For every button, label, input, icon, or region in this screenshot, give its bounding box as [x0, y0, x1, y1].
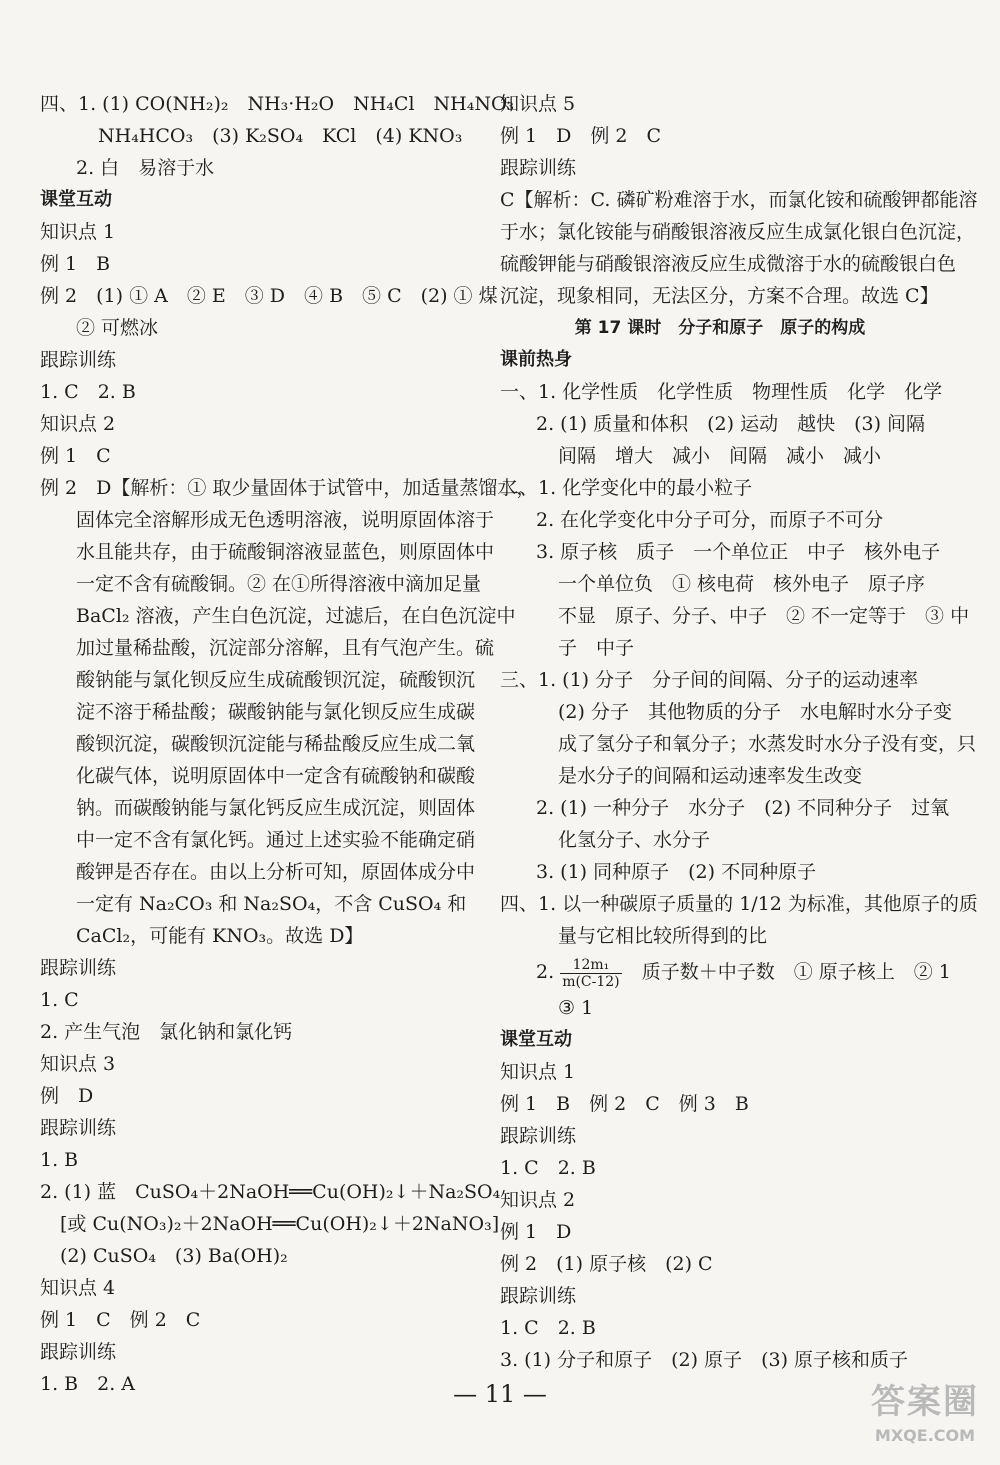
explanation-line: 沉淀，现象相同，无法区分，方案不合理。故选 C】	[500, 285, 939, 307]
answer-line: 例 2 D【解析：① 取少量固体于试管中，加适量蒸馏水，	[40, 477, 536, 499]
explanation-line: 钠。而碳酸钠能与氯化钙反应生成沉淀，则固体	[76, 797, 476, 819]
answer-line: 1. C 2. B	[500, 1317, 596, 1339]
lesson-title: 第 17 课时 分子和原子 原子的构成	[574, 318, 866, 338]
watermark-url: MXQE.COM	[874, 1426, 976, 1445]
right-column	[500, 88, 978, 1376]
section-heading: 课前热身	[500, 349, 572, 370]
section-heading: 课堂互动	[40, 189, 112, 210]
knowledge-point-label: 知识点 2	[500, 1189, 576, 1211]
answer-line: 成了氢分子和氧分子；水蒸发时水分子没有变，只	[558, 733, 977, 755]
practice-heading: 跟踪训练	[40, 1117, 117, 1139]
answer-line: 二、1. 化学变化中的最小粒子	[500, 477, 753, 499]
knowledge-point-label: 知识点 4	[40, 1277, 116, 1299]
answer-text: 质子数＋中子数 ① 原子核上 ② 1	[641, 961, 951, 983]
answer-line: 例 1 C 例 2 C	[40, 1309, 201, 1331]
answer-line: 3. (1) 分子和原子 (2) 原子 (3) 原子核和质子	[500, 1349, 909, 1371]
answer-line: 2. 产生气泡 氯化钠和氯化钙	[40, 1021, 293, 1043]
explanation-line: BaCl₂ 溶液，产生白色沉淀，过滤后，在白色沉淀中	[76, 605, 516, 627]
explanation-line: 化碳气体，说明原固体中一定含有硫酸钠和碳酸	[76, 765, 476, 787]
answer-line: 2. 在化学变化中分子可分，而原子不可分	[536, 509, 884, 531]
explanation-line: CaCl₂，可能有 KNO₃。故选 D】	[76, 925, 364, 947]
answer-line: 例 2 (1) 原子核 (2) C	[500, 1253, 713, 1275]
explanation-line: 固体完全溶解形成无色透明溶液，说明原固体溶于	[76, 509, 495, 531]
knowledge-point-label: 知识点 3	[40, 1053, 116, 1075]
explanation-line: 淀不溶于稀盐酸；碳酸钠能与氯化钡反应生成碳	[76, 701, 476, 723]
answer-line: 例 2 (1) ① A ② E ③ D ④ B ⑤ C (2) ① 煤	[40, 285, 498, 307]
practice-heading: 跟踪训练	[500, 1285, 577, 1307]
answer-line: 例 1 D	[500, 1221, 572, 1243]
answer-line: 2. (1) 一种分子 水分子 (2) 不同种分子 过氧	[536, 797, 950, 819]
explanation-line: C【解析：C. 磷矿粉难溶于水，而氯化铵和硫酸钾都能溶	[500, 189, 978, 211]
answer-line: 1. C	[40, 989, 79, 1011]
explanation-line: 于水；氯化铵能与硝酸银溶液反应生成氯化银白色沉淀，	[500, 221, 976, 243]
answer-line: 1. C 2. B	[500, 1157, 596, 1179]
answer-line: 1. B 2. A	[40, 1373, 136, 1395]
answer-line: ② 可燃冰	[76, 317, 159, 339]
explanation-line: 酸钠能与氯化钡反应生成硫酸钡沉淀，硫酸钡沉	[76, 669, 476, 691]
answer-line: 一个单位负 ① 核电荷 核外电子 原子序	[558, 573, 926, 595]
relative-atomic-mass-fraction	[560, 957, 621, 990]
fraction-numerator: 12m₁	[560, 957, 621, 974]
explanation-line: 一定不含有硫酸铜。② 在①所得溶液中滴加足量	[76, 573, 482, 595]
explanation-line: 中一定不含有氯化钙。通过上述实验不能确定硝	[76, 829, 476, 851]
answer-line: 三、1. (1) 分子 分子间的间隔、分子的运动速率	[500, 669, 919, 691]
answer-line: 例 1 C	[40, 445, 111, 467]
explanation-line: 硫酸钾能与硝酸银溶液反应生成微溶于水的硫酸银白色	[500, 253, 957, 275]
answer-line: 子 中子	[558, 637, 635, 659]
explanation-line: 加过量稀盐酸，沉淀部分溶解，且有气泡产生。硫	[76, 637, 495, 659]
practice-heading: 跟踪训练	[500, 1125, 577, 1147]
practice-heading: 跟踪训练	[40, 349, 117, 371]
answer-line: (2) CuSO₄ (3) Ba(OH)₂	[60, 1245, 288, 1267]
answer-line: 是水分子的间隔和运动速率发生改变	[558, 765, 863, 787]
answer-line: 不显 原子、分子、中子 ② 不一定等于 ③ 中	[558, 605, 970, 627]
answer-line: 1. C 2. B	[40, 381, 136, 403]
explanation-line: 酸钾是否存在。由以上分析可知，原固体成分中	[76, 861, 476, 883]
answer-line: 一、1. 化学性质 化学性质 物理性质 化学 化学	[500, 381, 943, 403]
watermark-text: 答案圈	[871, 1382, 979, 1422]
answer-line: 四、1. 以一种碳原子质量的 1/12 为标准，其他原子的质	[500, 893, 978, 915]
explanation-line: 一定有 Na₂CO₃ 和 Na₂SO₄，不含 CuSO₄ 和	[76, 893, 467, 915]
practice-heading: 跟踪训练	[40, 1341, 117, 1363]
watermark-logo	[860, 1380, 990, 1460]
answer-line: (2) 分子 其他物质的分子 水电解时水分子变	[558, 701, 952, 723]
knowledge-point-label: 知识点 2	[40, 413, 116, 435]
knowledge-point-label: 知识点 1	[40, 221, 116, 243]
answer-line: 例 1 D 例 2 C	[500, 125, 662, 147]
practice-heading: 跟踪训练	[40, 957, 117, 979]
answer-line: 3. 原子核 质子 一个单位正 中子 核外电子	[536, 541, 941, 563]
answer-line: 间隔 增大 减小 间隔 减小 减小	[558, 445, 882, 467]
item-number: 2.	[536, 961, 555, 983]
explanation-line: 酸钡沉淀，碳酸钡沉淀能与稀盐酸反应生成二氧	[76, 733, 476, 755]
explanation-line: 水且能共存，由于硫酸铜溶液显蓝色，则原固体中	[76, 541, 495, 563]
answer-line: 例 1 B 例 2 C 例 3 B	[500, 1093, 749, 1115]
formula-line	[500, 952, 951, 992]
answer-line: 量与它相比较所得到的比	[558, 925, 768, 947]
answer-line: 2. (1) 蓝 CuSO₄＋2NaOH══Cu(OH)₂↓＋Na₂SO₄	[40, 1181, 501, 1203]
answer-line: ③ 1	[558, 997, 594, 1019]
section-heading: 课堂互动	[500, 1029, 572, 1050]
answer-line: 例 1 B	[40, 253, 111, 275]
answer-line: 1. B	[40, 1149, 79, 1171]
knowledge-point-label: 知识点 5	[500, 93, 576, 115]
page-number: — 11 —	[453, 1380, 547, 1408]
answer-line: 3. (1) 同种原子 (2) 不同种原子	[536, 861, 817, 883]
answer-line: 化氢分子、水分子	[558, 829, 711, 851]
answer-line: [或 Cu(NO₃)₂＋2NaOH══Cu(OH)₂↓＋2NaNO₃]	[60, 1213, 500, 1235]
answer-line: 例 D	[40, 1085, 94, 1107]
knowledge-point-label: 知识点 1	[500, 1061, 576, 1083]
answer-line: 四、1. (1) CO(NH₂)₂ NH₃·H₂O NH₄Cl NH₄NO₃	[40, 93, 515, 115]
practice-heading: 跟踪训练	[500, 157, 577, 179]
answer-line: 2. (1) 质量和体积 (2) 运动 越快 (3) 间隔	[536, 413, 926, 435]
fraction-denominator: m(C-12)	[562, 973, 620, 990]
answer-line: NH₄HCO₃ (3) K₂SO₄ KCl (4) KNO₃	[98, 125, 463, 147]
answer-line: 2. 白 易溶于水	[76, 157, 215, 179]
